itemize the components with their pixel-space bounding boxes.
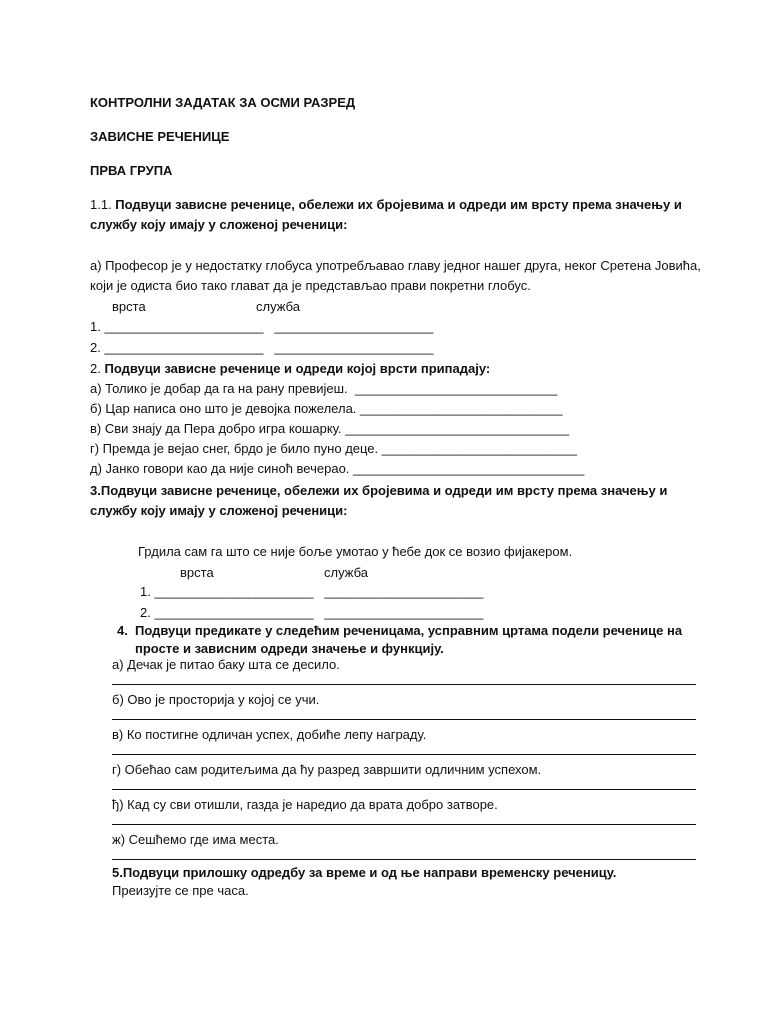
task3-number: 3. [90,483,101,498]
task5-sentence: Преизујте се пре часа. [112,883,249,898]
group-heading: ПРВА ГРУПА [90,163,173,178]
task1-sentence-line1: а) Професор је у недостатку глобуса употребљавао главу једног нашег друга, неког Сретена Јовића, [90,258,701,273]
task4-answer-line-a[interactable] [112,684,696,685]
task2-item-v[interactable]: в) Сви знају да Пера добро игра кошарку. _______________________________ [90,421,570,436]
task4-item-b: б) Ово је просторија у којој се учи. [112,692,320,707]
task1-instruction [90,196,682,214]
task2-instruction [90,360,490,378]
task3-column-vrsta: врста [180,565,214,580]
task4-number: 4. [117,623,128,638]
task4-item-zh: ж) Сешћемо где има места. [112,832,279,847]
task1-column-vrsta: врста [112,299,146,314]
task4-instruction-line2: просте и зависним одреди значење и функцију. [135,641,444,656]
task3-instruction-text: Подвуци зависне реченице, обележи их бројевима и одреди им врсту према значењу и [100,483,668,498]
task4-answer-line-dj[interactable] [112,824,696,825]
subject-heading: ЗАВИСНЕ РЕЧЕНИЦЕ [90,129,230,144]
page-title: КОНТРОЛНИ ЗАДАТАК ЗА ОСМИ РАЗРЕД [90,95,356,110]
task4-answer-line-zh[interactable] [112,859,696,860]
task4-answer-line-b[interactable] [112,719,696,720]
task3-column-sluzba: служба [324,565,368,580]
task3-instruction [90,482,667,500]
task3-answer-row-1[interactable]: 1. ______________________ ______________________ [140,584,484,599]
task4-instruction-line1: Подвуци предикате у следећим реченицама, усправним цртама подели реченице на [135,623,683,638]
task4-item-g: г) Обећао сам родитељима да ћу разред завршити одличним успехом. [112,762,542,777]
task1-sentence-line2: који је одиста био тако глават да је представљао прави покретни глобус. [90,278,531,293]
task1-instruction-line2: службу коју имају у сложеној реченици: [90,217,348,232]
task3-instruction-line2: службу коју имају у сложеној реченици: [90,503,348,518]
task2-instruction-text: Подвуци зависне реченице и одреди којој врсти припадају: [104,361,491,376]
task1-answer-row-1[interactable]: 1. ______________________ ______________________ [90,319,434,334]
task4-item-v: в) Ко постигне одличан успех, добиће лепу награду. [112,727,427,742]
task4-item-a: а) Дечак је питао баку шта се десило. [112,657,340,672]
task2-item-g[interactable]: г) Премда је вејао снег, брдо је било пуно деце. ___________________________ [90,441,577,456]
task1-column-sluzba: служба [256,299,300,314]
task4-answer-line-v[interactable] [112,754,696,755]
task3-answer-row-2[interactable]: 2. ______________________ ______________________ [140,605,484,620]
task4-item-dj: ђ) Кад су сви отишли, газда је наредио да врата добро затворе. [112,797,498,812]
task1-number: 1.1. [90,197,116,212]
task2-item-d[interactable]: д) Јанко говори као да није синоћ вечерао. ________________________________ [90,461,585,476]
task1-instruction-text: Подвуци зависне реченице, обележи их бројевима и одреди им врсту према значењу и [115,197,682,212]
task3-sentence: Грдила сам га што се није боље умотао у ћебе док се возио фијакером. [138,544,573,559]
task2-item-a[interactable]: а) Толико је добар да га на рану превијеш. ____________________________ [90,381,558,396]
task4-answer-line-g[interactable] [112,789,696,790]
task1-answer-row-2[interactable]: 2. ______________________ ______________________ [90,340,434,355]
task5-instruction: 5.Подвуци прилошку одредбу за време и од ње направи временску реченицу. [112,865,617,880]
task2-number: 2. [90,361,105,376]
task2-item-b[interactable]: б) Цар написа оно што је девојка пожелела. ____________________________ [90,401,563,416]
